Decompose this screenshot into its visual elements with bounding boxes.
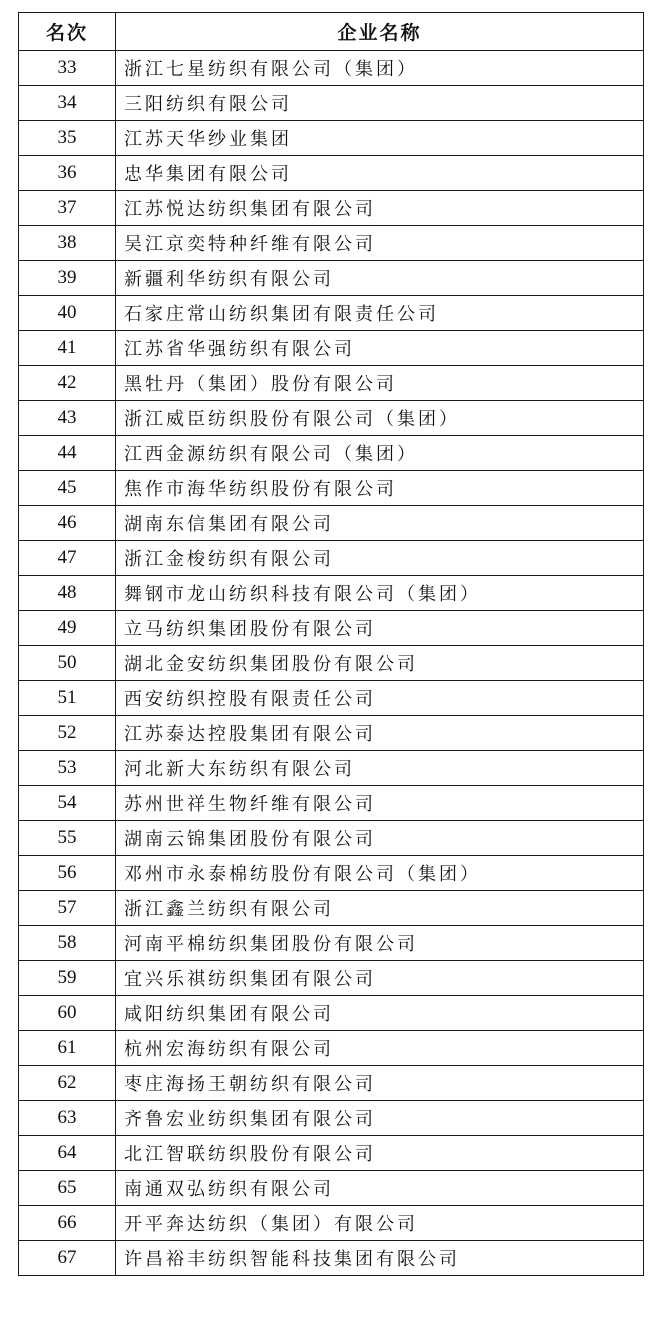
rank-cell: 43	[19, 401, 116, 436]
table-row	[19, 331, 644, 366]
company-name-cell: 舞钢市龙山纺织科技有限公司（集团）	[116, 576, 644, 611]
table-row	[19, 86, 644, 121]
company-name-cell: 苏州世祥生物纤维有限公司	[116, 786, 644, 821]
table-row	[19, 401, 644, 436]
company-name-cell: 江苏天华纱业集团	[116, 121, 644, 156]
company-name-cell: 焦作市海华纺织股份有限公司	[116, 471, 644, 506]
rank-cell: 34	[19, 86, 116, 121]
company-name-cell: 江西金源纺织有限公司（集团）	[116, 436, 644, 471]
company-name-cell: 许昌裕丰纺织智能科技集团有限公司	[116, 1241, 644, 1276]
company-name-cell: 新疆利华纺织有限公司	[116, 261, 644, 296]
rank-cell: 57	[19, 891, 116, 926]
rank-cell: 38	[19, 226, 116, 261]
company-name-cell: 齐鲁宏业纺织集团有限公司	[116, 1101, 644, 1136]
table-row	[19, 1136, 644, 1171]
rank-cell: 47	[19, 541, 116, 576]
company-name-cell: 邓州市永泰棉纺股份有限公司（集团）	[116, 856, 644, 891]
table-row	[19, 1171, 644, 1206]
rank-cell: 67	[19, 1241, 116, 1276]
company-name-cell: 河北新大东纺织有限公司	[116, 751, 644, 786]
rank-cell: 63	[19, 1101, 116, 1136]
company-name-cell: 咸阳纺织集团有限公司	[116, 996, 644, 1031]
rank-cell: 54	[19, 786, 116, 821]
table-row	[19, 751, 644, 786]
company-name-cell: 浙江威臣纺织股份有限公司（集团）	[116, 401, 644, 436]
header-row	[19, 13, 644, 51]
company-name-cell: 江苏省华强纺织有限公司	[116, 331, 644, 366]
rank-cell: 40	[19, 296, 116, 331]
rank-cell: 58	[19, 926, 116, 961]
table-row	[19, 996, 644, 1031]
table-row	[19, 856, 644, 891]
rank-cell: 49	[19, 611, 116, 646]
table-row	[19, 891, 644, 926]
table-row	[19, 296, 644, 331]
company-name-cell: 湖北金安纺织集团股份有限公司	[116, 646, 644, 681]
company-name-cell: 宜兴乐祺纺织集团有限公司	[116, 961, 644, 996]
company-name-cell: 湖南云锦集团股份有限公司	[116, 821, 644, 856]
table-row	[19, 681, 644, 716]
table-row	[19, 226, 644, 261]
rank-cell: 60	[19, 996, 116, 1031]
table-row	[19, 1031, 644, 1066]
table-row	[19, 786, 644, 821]
company-name-cell: 浙江鑫兰纺织有限公司	[116, 891, 644, 926]
rank-cell: 50	[19, 646, 116, 681]
rank-cell: 33	[19, 51, 116, 86]
table-row	[19, 961, 644, 996]
company-name-cell: 湖南东信集团有限公司	[116, 506, 644, 541]
company-name-cell: 河南平棉纺织集团股份有限公司	[116, 926, 644, 961]
company-name-cell: 南通双弘纺织有限公司	[116, 1171, 644, 1206]
company-name-cell: 浙江金梭纺织有限公司	[116, 541, 644, 576]
rank-cell: 44	[19, 436, 116, 471]
table-row	[19, 436, 644, 471]
table-body	[19, 51, 644, 1276]
table-row	[19, 1241, 644, 1276]
company-name-cell: 杭州宏海纺织有限公司	[116, 1031, 644, 1066]
rank-cell: 39	[19, 261, 116, 296]
table-row	[19, 821, 644, 856]
rank-cell: 56	[19, 856, 116, 891]
table-row	[19, 121, 644, 156]
table-row	[19, 1101, 644, 1136]
rank-cell: 48	[19, 576, 116, 611]
company-name-cell: 北江智联纺织股份有限公司	[116, 1136, 644, 1171]
table-row	[19, 926, 644, 961]
rank-cell: 35	[19, 121, 116, 156]
company-name-cell: 开平奔达纺织（集团）有限公司	[116, 1206, 644, 1241]
rank-cell: 61	[19, 1031, 116, 1066]
rank-cell: 46	[19, 506, 116, 541]
table-row	[19, 646, 644, 681]
company-name-cell: 黑牡丹（集团）股份有限公司	[116, 366, 644, 401]
table-row	[19, 51, 644, 86]
company-name-cell: 浙江七星纺织有限公司（集团）	[116, 51, 644, 86]
table-row	[19, 191, 644, 226]
company-name-cell: 枣庄海扬王朝纺织有限公司	[116, 1066, 644, 1101]
company-name-cell: 西安纺织控股有限责任公司	[116, 681, 644, 716]
table-row	[19, 366, 644, 401]
table-header	[19, 13, 644, 51]
header-rank: 名次	[19, 13, 116, 51]
company-name-cell: 立马纺织集团股份有限公司	[116, 611, 644, 646]
rank-cell: 65	[19, 1171, 116, 1206]
rank-cell: 51	[19, 681, 116, 716]
rank-cell: 62	[19, 1066, 116, 1101]
ranking-table	[18, 12, 644, 1276]
rank-cell: 41	[19, 331, 116, 366]
company-name-cell: 忠华集团有限公司	[116, 156, 644, 191]
rank-cell: 66	[19, 1206, 116, 1241]
company-name-cell: 三阳纺织有限公司	[116, 86, 644, 121]
rank-cell: 55	[19, 821, 116, 856]
table-row	[19, 611, 644, 646]
rank-cell: 64	[19, 1136, 116, 1171]
company-name-cell: 吴江京奕特种纤维有限公司	[116, 226, 644, 261]
rank-cell: 53	[19, 751, 116, 786]
rank-cell: 37	[19, 191, 116, 226]
table-row	[19, 716, 644, 751]
table-row	[19, 471, 644, 506]
rank-cell: 42	[19, 366, 116, 401]
rank-cell: 45	[19, 471, 116, 506]
rank-cell: 52	[19, 716, 116, 751]
table-row	[19, 261, 644, 296]
table-row	[19, 156, 644, 191]
company-name-cell: 江苏悦达纺织集团有限公司	[116, 191, 644, 226]
table-row	[19, 506, 644, 541]
table-row	[19, 1206, 644, 1241]
table-row	[19, 576, 644, 611]
company-name-cell: 江苏泰达控股集团有限公司	[116, 716, 644, 751]
company-name-cell: 石家庄常山纺织集团有限责任公司	[116, 296, 644, 331]
table-row	[19, 541, 644, 576]
table-row	[19, 1066, 644, 1101]
header-company-name: 企业名称	[116, 13, 644, 51]
rank-cell: 36	[19, 156, 116, 191]
rank-cell: 59	[19, 961, 116, 996]
